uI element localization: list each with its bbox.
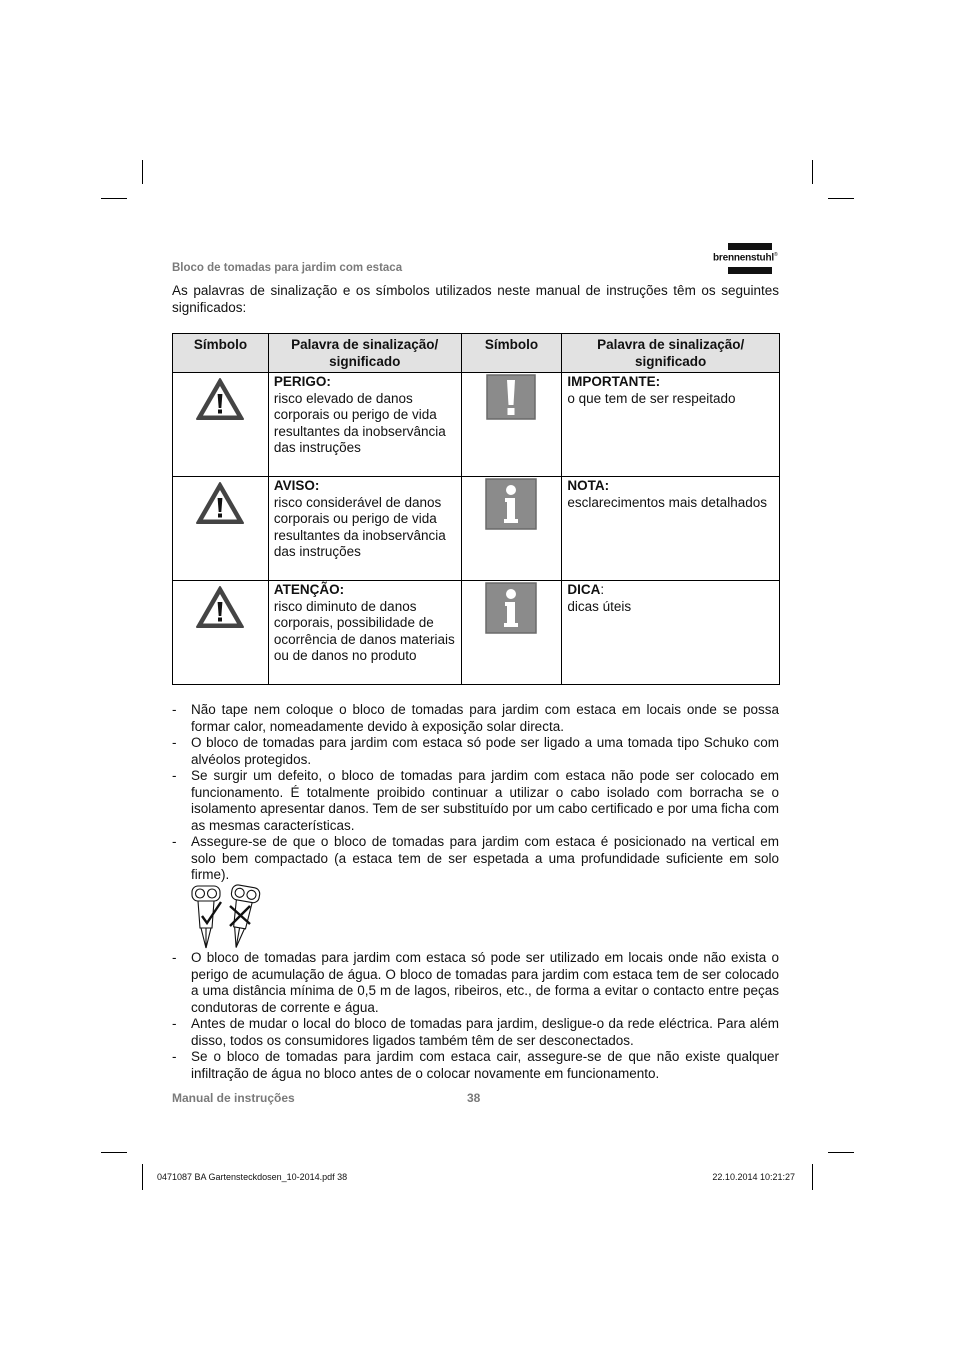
signal-word-description: risco elevado de danos corporais ou perigo de vida resultantes da inobservância das instruções bbox=[273, 390, 446, 455]
print-slug-filename: 0471087 BA Gartensteckdosen_10-2014.pdf 38 bbox=[157, 1172, 348, 1182]
list-item-text: Se o bloco de tomadas para jardim com estaca cair, assegure-se de que não existe qualquer infiltração de água no bloco antes de o colocar novamente em funcionamento. bbox=[191, 1049, 779, 1081]
signal-word-aviso: AVISO: bbox=[273, 478, 320, 493]
signal-words-table bbox=[172, 333, 780, 685]
list-item-text: Se surgir um defeito, o bloco de tomadas para jardim com estaca não pode ser colocado em funcionamento. É totalmente proibido continuar a utilizar o cabo isolado com borracha se o isolamento apresentar danos. Tem de ser substituído por um cabo certificado e por uma ficha com as mesmas características. bbox=[191, 768, 779, 833]
info-square-icon bbox=[485, 582, 537, 634]
symbol-cell bbox=[461, 581, 562, 685]
signal-word-dica-colon: : bbox=[600, 582, 605, 597]
crop-mark bbox=[812, 1164, 813, 1190]
warning-triangle-icon bbox=[195, 377, 245, 421]
signal-word-nota: NOTA: bbox=[567, 478, 610, 493]
list-item-text: O bloco de tomadas para jardim com estaca só pode ser ligado a uma tomada tipo Schuko com alvéolos protegidos. bbox=[191, 735, 779, 767]
list-item-text: Antes de mudar o local do bloco de tomadas para jardim, desligue-o da rede eléctrica. Para além disso, todos os consumidores ligados também têm de ser desconectados. bbox=[191, 1016, 779, 1048]
intro-paragraph: As palavras de sinalização e os símbolos utilizados neste manual de instruções têm os seguintes significados: bbox=[172, 283, 779, 315]
signal-word-cell bbox=[562, 373, 780, 477]
print-slug-timestamp: 22.10.2014 10:21:27 bbox=[712, 1172, 795, 1182]
symbol-cell bbox=[173, 581, 269, 685]
signal-word-cell bbox=[562, 477, 780, 581]
list-item: - O bloco de tomadas para jardim com estaca só pode ser utilizado em locais onde não exista o perigo de acumulação de água. O bloco de tomadas para jardim com estaca tem de ser colocado a uma distância mínima de 0,5 m de lagos, ribeiros, etc., de forma a evitar o contacto entre peças condutoras de corrente e água. bbox=[172, 950, 779, 1015]
signal-word-cell bbox=[562, 581, 780, 685]
list-item-text: O bloco de tomadas para jardim com estaca só pode ser utilizado em locais onde não exista o perigo de acumulação de água. O bloco de tomadas para jardim com estaca tem de ser colocado a uma distância mínima de 0,5 m de lagos, ribeiros, etc., de forma a evitar o contacto entre peças condutoras de corrente e água. bbox=[191, 950, 779, 1015]
list-item: - Se surgir um defeito, o bloco de tomadas para jardim com estaca não pode ser colocado em funcionamento. É totalmente proibido continuar a utilizar o cabo isolado com borracha se o isolamento apresentar danos. Tem de ser substituído por um cabo certificado e por uma ficha com as mesmas características. bbox=[172, 768, 779, 833]
list-item-text: Assegure-se de que o bloco de tomadas para jardim com estaca é posicionado na vertical em solo bem compactado (a estaca tem de ser espetada a uma profundidade suficiente em solo firme). bbox=[191, 834, 779, 882]
checkmark-icon bbox=[202, 902, 221, 923]
signal-word-cell bbox=[268, 581, 461, 685]
table-row bbox=[173, 477, 780, 581]
list-item: - Antes de mudar o local do bloco de tomadas para jardim, desligue-o da rede eléctrica. Para além disso, todos os consumidores ligados também têm de ser desconectados. bbox=[172, 1016, 779, 1048]
table-header-row bbox=[173, 334, 780, 373]
table-row bbox=[173, 581, 780, 685]
signal-word-description: esclarecimentos mais detalhados bbox=[567, 494, 767, 510]
column-header-symbol: Símbolo bbox=[173, 334, 269, 373]
crop-mark bbox=[142, 1164, 143, 1190]
symbol-cell bbox=[173, 477, 269, 581]
crop-mark bbox=[828, 198, 854, 199]
symbol-cell bbox=[173, 373, 269, 477]
signal-word-atencao: ATENÇÃO: bbox=[273, 582, 345, 597]
warning-triangle-icon bbox=[195, 481, 245, 525]
column-header-symbol: Símbolo bbox=[461, 334, 562, 373]
crop-mark bbox=[101, 1152, 127, 1153]
stake-placement-illustration bbox=[190, 884, 262, 952]
symbol-cell bbox=[461, 373, 562, 477]
brennenstuhl-logo bbox=[713, 243, 781, 274]
column-header-signal-word: Palavra de sinalização/ significado bbox=[268, 334, 461, 373]
page-number: 38 bbox=[467, 1091, 481, 1105]
crop-mark bbox=[142, 160, 143, 184]
logo-registered-mark: ® bbox=[773, 252, 778, 258]
signal-word-perigo: PERIGO: bbox=[273, 374, 331, 389]
signal-word-description: dicas úteis bbox=[567, 598, 632, 614]
signal-word-dica-line bbox=[567, 582, 774, 599]
safety-list bbox=[172, 702, 779, 884]
list-item-text: Não tape nem coloque o bloco de tomadas para jardim com estaca em locais onde se possa formar calor, nomeadamente devido à exposição solar directa. bbox=[191, 702, 779, 734]
exclamation-square-icon bbox=[486, 374, 536, 420]
signal-word-description: risco diminuto de danos corporais, possibilidade de ocorrência de danos materiais ou de danos no produto bbox=[273, 598, 455, 663]
safety-list bbox=[172, 950, 779, 1082]
logo-text: brennenstuhl bbox=[713, 252, 774, 264]
warning-triangle-icon bbox=[195, 585, 245, 629]
signal-word-cell bbox=[268, 477, 461, 581]
list-item: - Não tape nem coloque o bloco de tomadas para jardim com estaca em locais onde se possa formar calor, nomeadamente devido à exposição solar directa. bbox=[172, 702, 779, 734]
signal-word-description: o que tem de ser respeitado bbox=[567, 390, 736, 406]
crop-mark bbox=[812, 160, 813, 184]
signal-word-description: risco considerável de danos corporais ou perigo de vida resultantes da inobservância das instruções bbox=[273, 494, 446, 559]
list-item: - Assegure-se de que o bloco de tomadas para jardim com estaca é posicionado na vertical em solo bem compactado (a estaca tem de ser espetada a uma profundidade suficiente em solo firme). bbox=[172, 834, 779, 882]
column-header-signal-word: Palavra de sinalização/ significado bbox=[562, 334, 780, 373]
signal-word-importante: IMPORTANTE: bbox=[567, 374, 661, 389]
crop-mark bbox=[828, 1152, 854, 1153]
footer-manual-title: Manual de instruções bbox=[172, 1091, 295, 1105]
page-header-title: Bloco de tomadas para jardim com estaca bbox=[172, 262, 403, 274]
crop-mark bbox=[101, 198, 127, 199]
info-square-icon bbox=[485, 478, 537, 530]
signal-word-dica: DICA bbox=[567, 582, 601, 597]
symbol-cell bbox=[461, 477, 562, 581]
list-item: - Se o bloco de tomadas para jardim com estaca cair, assegure-se de que não existe qualquer infiltração de água no bloco antes de o colocar novamente em funcionamento. bbox=[172, 1049, 779, 1081]
signal-word-cell bbox=[268, 373, 461, 477]
table-row bbox=[173, 373, 780, 477]
list-item: - O bloco de tomadas para jardim com estaca só pode ser ligado a uma tomada tipo Schuko com alvéolos protegidos. bbox=[172, 735, 779, 767]
upright-stake-icon bbox=[192, 886, 220, 948]
